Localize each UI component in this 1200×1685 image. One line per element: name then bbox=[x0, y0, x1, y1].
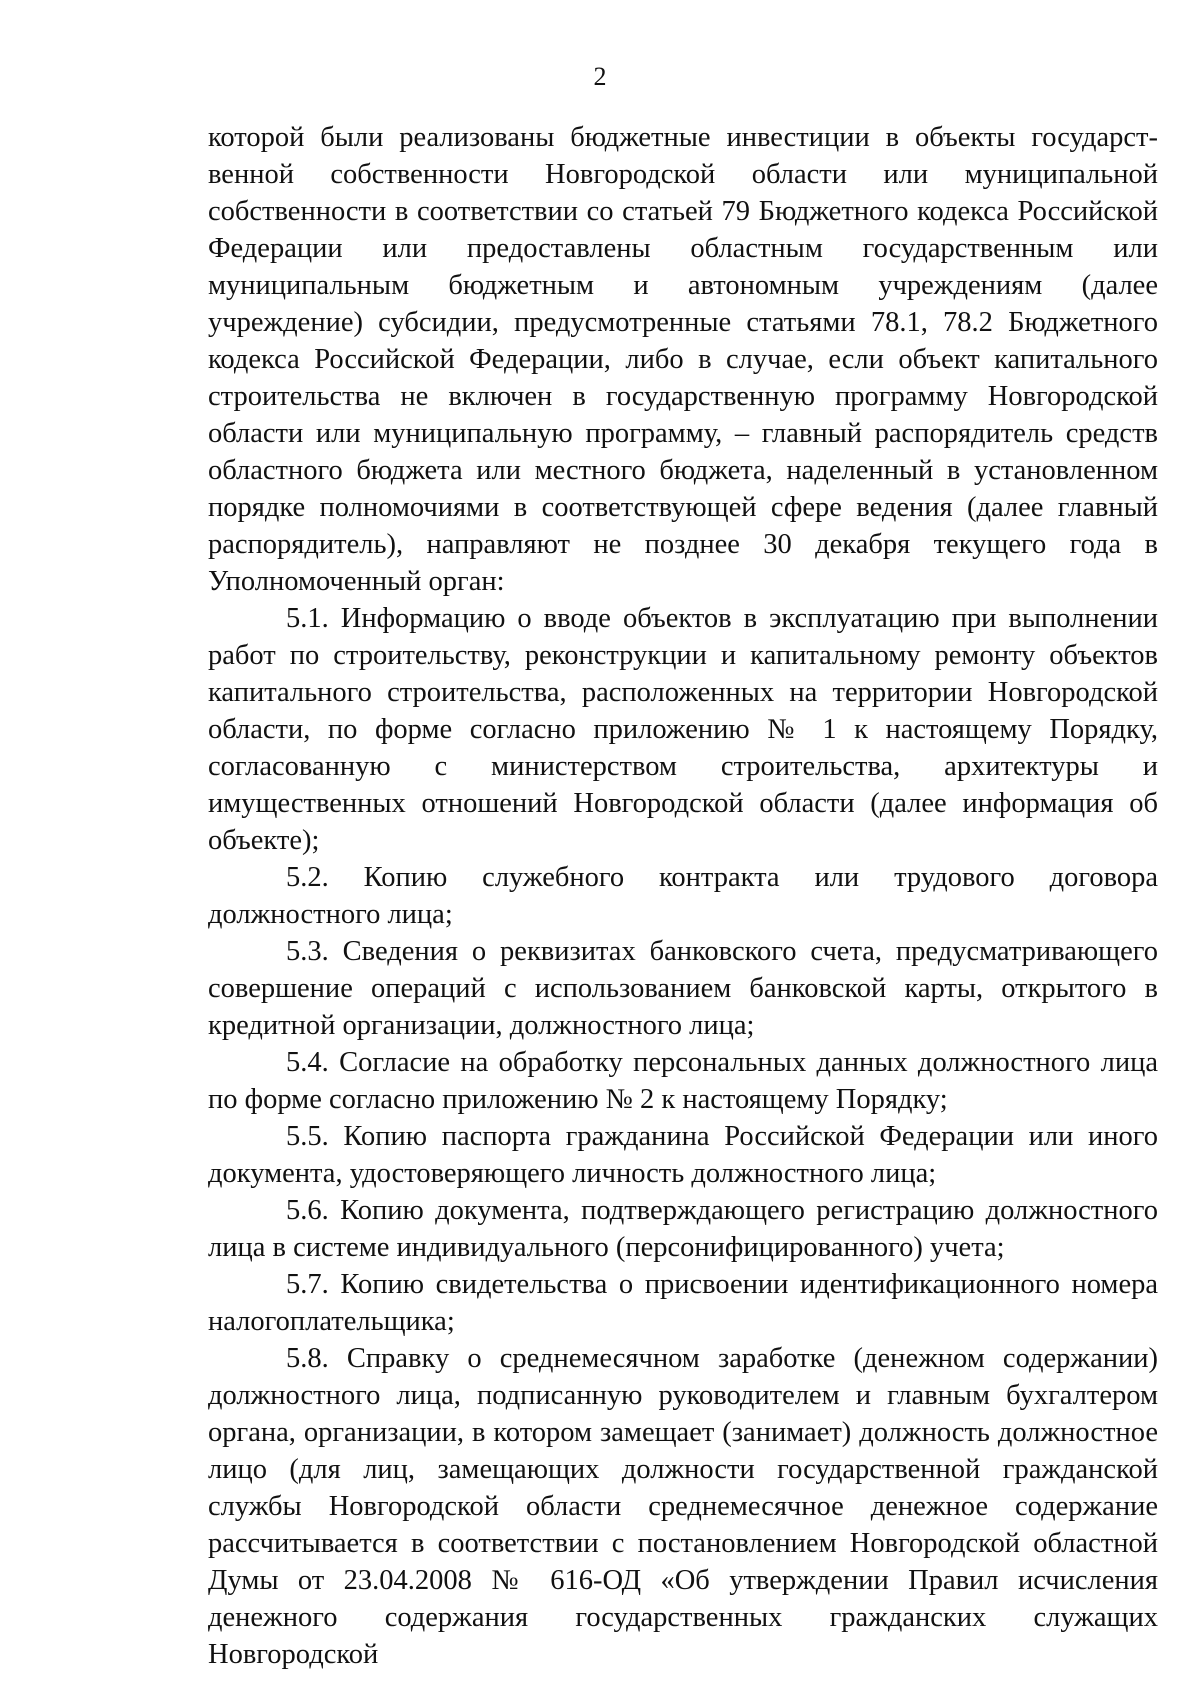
paragraph-5-7: 5.7. Копию свидетельства о присвоении идентификационного номера налогоплательщика; bbox=[208, 1269, 1158, 1337]
paragraph-5-8: 5.8. Справку о среднемесячном заработке (денежном содержании) должностного лица, подписанную руководителем и главным бухгалтером органа, организации, в котором замещает (занимает) должность должностное лицо (для лиц, замещающих должности государственной гражданской службы Новгородской области среднемесячное денежное содержание рассчитывается в соответствии с постановлением Новгородской областной Думы от 23.04.2008 № 616-ОД «Об утверждении Правил исчисления денежного содержания государственных гражданских служащих Новгородской bbox=[208, 1343, 1158, 1670]
paragraph-continuation: которой были реализованы бюджетные инвестиции в объекты государст-венной собственности Новгородской области или муниципальной собственности в соответствии со статьей 79 Бюджетного кодекса Российской Федерации или предоставлены областным государственным или муниципальным бюджетным и автономным учреждениям (далее учреждение) субсидии, предусмотренные статьями 78.1, 78.2 Бюджетного кодекса Российской Федерации, либо в случае, если объект капитального строительства не включен в государственную программу Новгородской области или муниципальную программу, – главный распорядитель средств областного бюджета или местного бюджета, наделенный в установленном порядке полномочиями в соответствующей сфере ведения (далее главный распорядитель), направляют не позднее 30 декабря текущего года в Уполномоченный орган: bbox=[208, 122, 1158, 597]
paragraph-5-6: 5.6. Копию документа, подтверждающего регистрацию должностного лица в системе индивидуального (персонифицированного) учета; bbox=[208, 1195, 1158, 1263]
paragraph-5-3: 5.3. Сведения о реквизитах банковского счета, предусматривающего совершение операций с использованием банковской карты, открытого в кредитной организации, должностного лица; bbox=[208, 936, 1158, 1041]
page-number: 2 bbox=[593, 62, 607, 91]
paragraph-5-2: 5.2. Копию служебного контракта или трудового договора должностного лица; bbox=[208, 862, 1158, 930]
paragraph-5-4: 5.4. Согласие на обработку персональных данных должностного лица по форме согласно приложению № 2 к настоящему Порядку; bbox=[208, 1047, 1158, 1115]
document-body bbox=[208, 119, 1158, 1673]
paragraph-5-5: 5.5. Копию паспорта гражданина Российской Федерации или иного документа, удостоверяющего личность должностного лица; bbox=[208, 1121, 1158, 1189]
paragraph-5-1: 5.1. Информацию о вводе объектов в эксплуатацию при выполнении работ по строительству, реконструкции и капитальному ремонту объектов капитального строительства, расположенных на территории Новгородской области, по форме согласно приложению № 1 к настоящему Порядку, согласованную с министерством строительства, архитектуры и имущественных отношений Новгородской области (далее информация об объекте); bbox=[208, 603, 1158, 856]
